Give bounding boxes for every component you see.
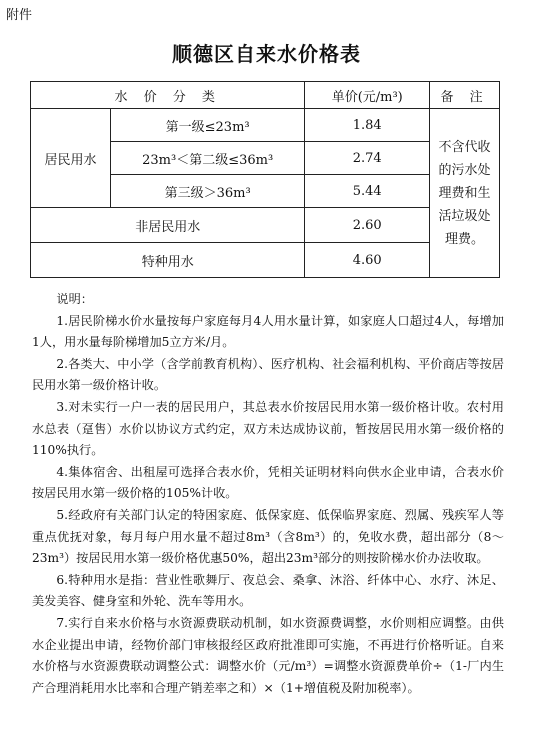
tier-1-name: 第一级≤23m³ — [110, 109, 305, 142]
tier-3-price: 5.44 — [305, 175, 430, 208]
page-title: 顺德区自来水价格表 — [172, 42, 361, 66]
non-residential-label: 非居民用水 — [31, 208, 305, 243]
notes-heading: 说明： — [56, 292, 93, 306]
note-item-5: 5.经政府有关部门认定的特困家庭、低保家庭、低保临界家庭、烈属、残疾军人等重点优抚对象，每月每户用水量不超过8m³（含8m³）的，免收水费，超出部分（8～23m³）按居民用水第一级价格优惠50%，超出23m³部分的则按阶梯水价办法收取。 — [32, 507, 504, 566]
special-price: 4.60 — [305, 243, 430, 278]
note-item-4: 4.集体宿舍、出租屋可选择合表水价，凭相关证明材料向供水企业申请，合表水价按居民用水第一级价格的105%计收。 — [32, 464, 504, 501]
header-price: 单价(元/m³) — [305, 82, 430, 109]
tier-2-name: 23m³＜第二级≤36m³ — [110, 142, 305, 175]
note-item-6: 6.特种用水是指：营业性歌舞厅、夜总会、桑拿、沐浴、纤体中心、水疗、沐足、美发美容、健身室和外轮、洗车等用水。 — [32, 572, 504, 609]
note-item-2: 2.各类大、中小学（含学前教育机构）、医疗机构、社会福利机构、平价商店等按居民用水第一级价格计收。 — [32, 356, 504, 393]
table-row — [31, 243, 500, 278]
note-item-3: 3.对未实行一户一表的居民用户，其总表水价按居民用水第一级价格计收。农村用水总表（趸售）水价以协议方式约定，双方未达成协议前，暂按居民用水第一级价格的110%执行。 — [32, 399, 504, 458]
residential-label: 居民用水 — [31, 109, 111, 208]
table-row — [31, 208, 500, 243]
tier-1-price: 1.84 — [305, 109, 430, 142]
note-text: 不含代收的污水处理费和生活垃圾处理费。 — [438, 139, 491, 247]
price-table — [30, 81, 500, 278]
table-row — [31, 109, 500, 142]
note-item-1: 1.居民阶梯水价水量按每户家庭每月4人用水量计算，如家庭人口超过4人，每增加1人，用水量每阶梯增加5立方米/月。 — [32, 313, 504, 350]
tier-3-name: 第三级＞36m³ — [110, 175, 305, 208]
header-category: 水 价 分 类 — [31, 82, 305, 109]
non-residential-price: 2.60 — [305, 208, 430, 243]
note-cell — [430, 109, 500, 278]
special-label: 特种用水 — [31, 243, 305, 278]
header-note: 备 注 — [430, 82, 500, 109]
attachment-label: 附件 — [6, 8, 33, 23]
tier-2-price: 2.74 — [305, 142, 430, 175]
note-item-7: 7.实行自来水价格与水资源费联动机制，如水资源费调整，水价则相应调整。由供水企业提出申请，经物价部门审核报经区政府批准即可实施，不再进行价格听证。自来水价格与水资源费联动调整公式：调整水价（元/m³）=调整水资源费单价÷（1-厂内生产合理消耗用水比率和合理产销差率之和）×（1+增值税及附加税率）。 — [32, 615, 504, 695]
table-header-row — [31, 82, 500, 109]
notes-section — [32, 289, 504, 699]
